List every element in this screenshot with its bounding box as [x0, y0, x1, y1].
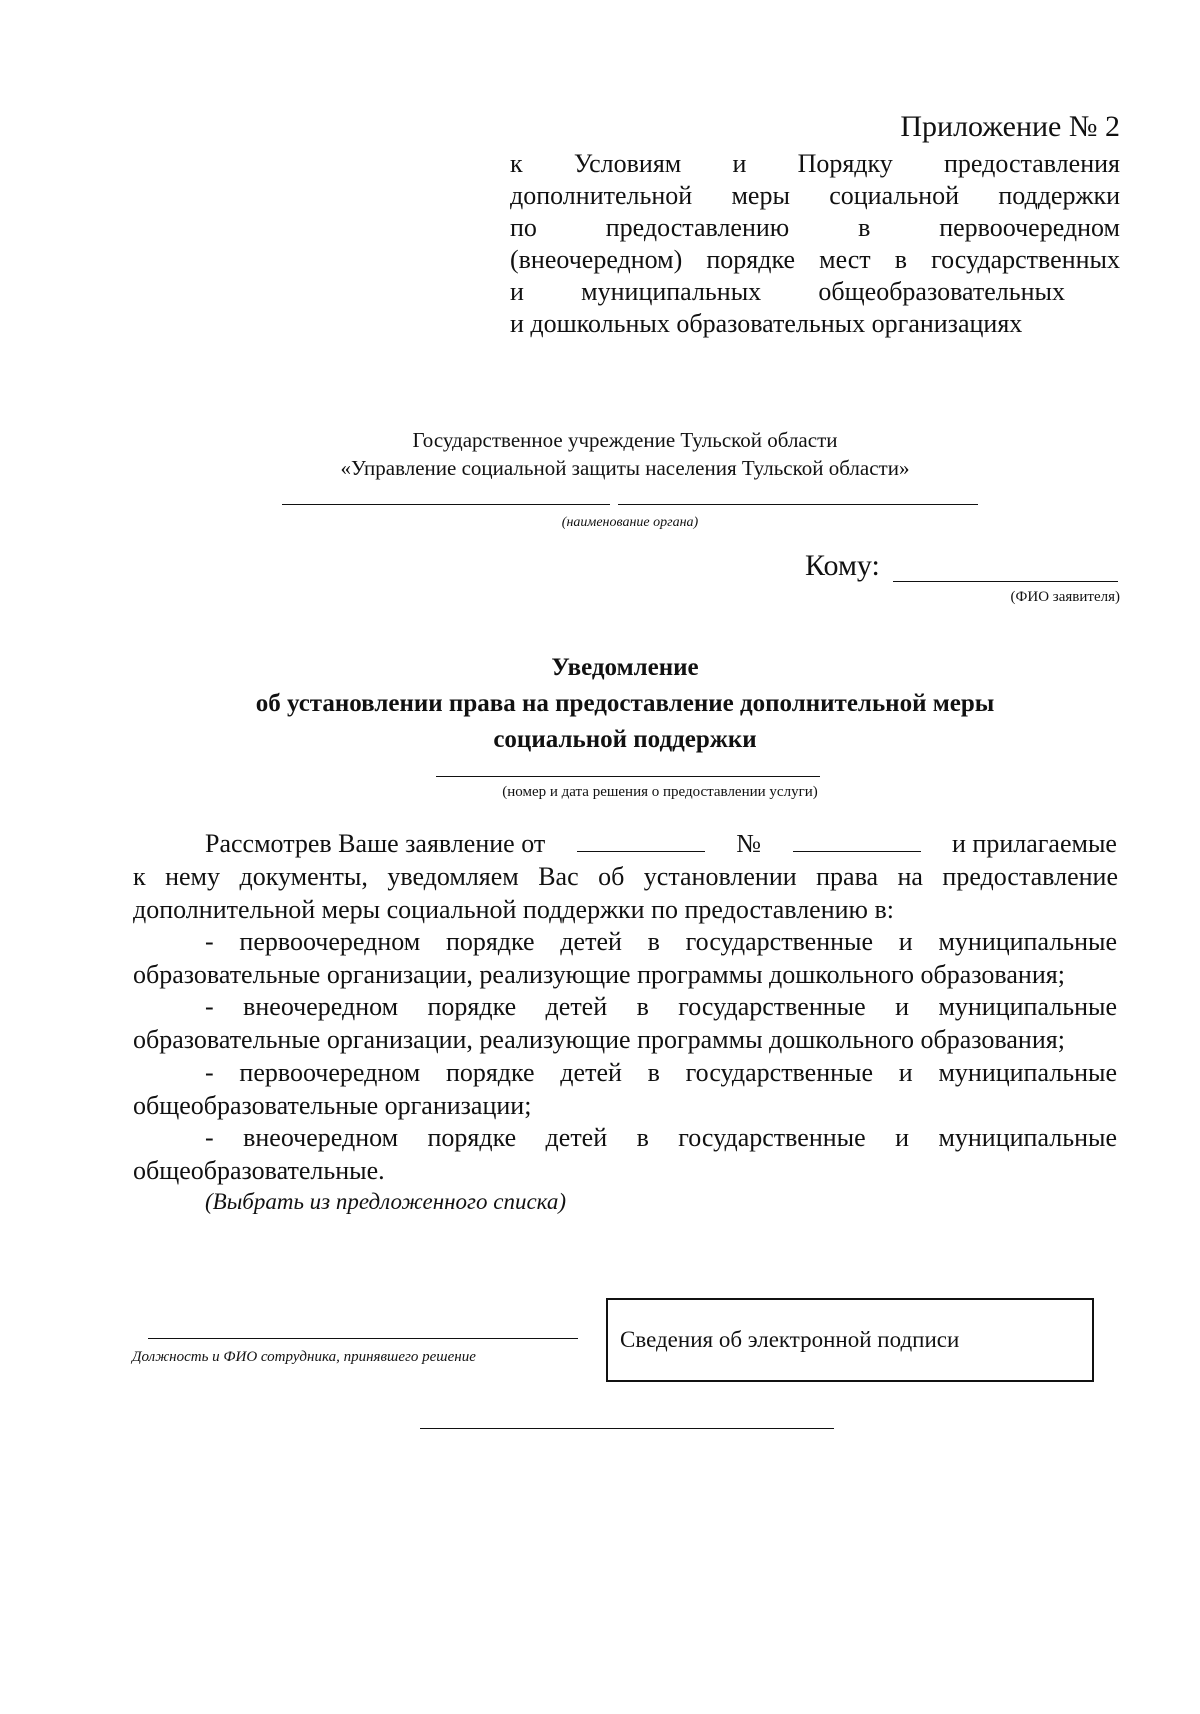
body-line-1-end: и прилагаемые [951, 829, 1117, 858]
organization-caption: (наименование органа) [561, 515, 699, 530]
employee-caption: Должность и ФИО сотрудника, принявшего решение [132, 1349, 476, 1365]
organization-rule-left [282, 504, 610, 505]
recipient-rule [893, 581, 1118, 582]
selection-note: (Выбрать из предложенного списка) [205, 1189, 567, 1214]
list-item: общеобразовательные организации; [133, 1091, 532, 1120]
number-sign: № [736, 829, 762, 858]
appendix-line: и дошкольных образовательных организациях [510, 309, 1023, 338]
electronic-signature-label: Сведения об электронной подписи [620, 1327, 960, 1352]
list-item: - первоочередном порядке детей в государственные и муниципальные [205, 1058, 1117, 1087]
bottom-rule [420, 1428, 834, 1429]
body-line-1-start: Рассмотрев Ваше заявление от [205, 829, 546, 858]
body-line-2: к нему документы, уведомляем Вас об установлении права на предоставление [133, 862, 1118, 891]
appendix-line: дополнительной меры социальной поддержки [510, 181, 1120, 210]
appendix-line: по предоставлению в первоочередном [510, 213, 1120, 242]
list-item: образовательные организации, реализующие программы дошкольного образования; [133, 1025, 1065, 1054]
organization-rule-right [618, 504, 978, 505]
decision-caption: (номер и дата решения о предоставлении услуги) [502, 784, 818, 800]
electronic-signature-box [606, 1298, 1094, 1382]
list-item: общеобразовательные. [133, 1156, 385, 1185]
application-date-blank [577, 831, 705, 852]
employee-signature-rule [148, 1338, 578, 1339]
appendix-line: и муниципальных общеобразовательных [510, 277, 1065, 306]
list-item: - внеочередном порядке детей в государственные и муниципальные [205, 992, 1117, 1021]
list-item: - внеочередном порядке детей в государственные и муниципальные [205, 1123, 1117, 1152]
recipient-caption: (ФИО заявителя) [1010, 589, 1120, 605]
list-item: - первоочередном порядке детей в государственные и муниципальные [205, 927, 1117, 956]
appendix-line: к Условиям и Порядку предоставления [510, 149, 1120, 178]
decision-rule [436, 776, 820, 777]
document-title: социальной поддержки [493, 726, 757, 753]
document-title: об установлении права на предоставление дополнительной меры [255, 690, 995, 717]
appendix-line: (внеочередном) порядке мест в государственных [510, 245, 1120, 274]
body-line-1 [205, 828, 1117, 860]
organization-name-line2: «Управление социальной защиты населения Тульской области» [340, 456, 910, 480]
application-number-blank [793, 831, 921, 852]
body-line-3: дополнительной меры социальной поддержки по предоставлению в: [133, 895, 894, 924]
document-title: Уведомление [551, 654, 699, 681]
organization-name-line1: Государственное учреждение Тульской области [412, 428, 838, 452]
recipient-label: Кому: [805, 549, 880, 582]
list-item: образовательные организации, реализующие программы дошкольного образования; [133, 960, 1065, 989]
appendix-title: Приложение № 2 [900, 110, 1120, 143]
